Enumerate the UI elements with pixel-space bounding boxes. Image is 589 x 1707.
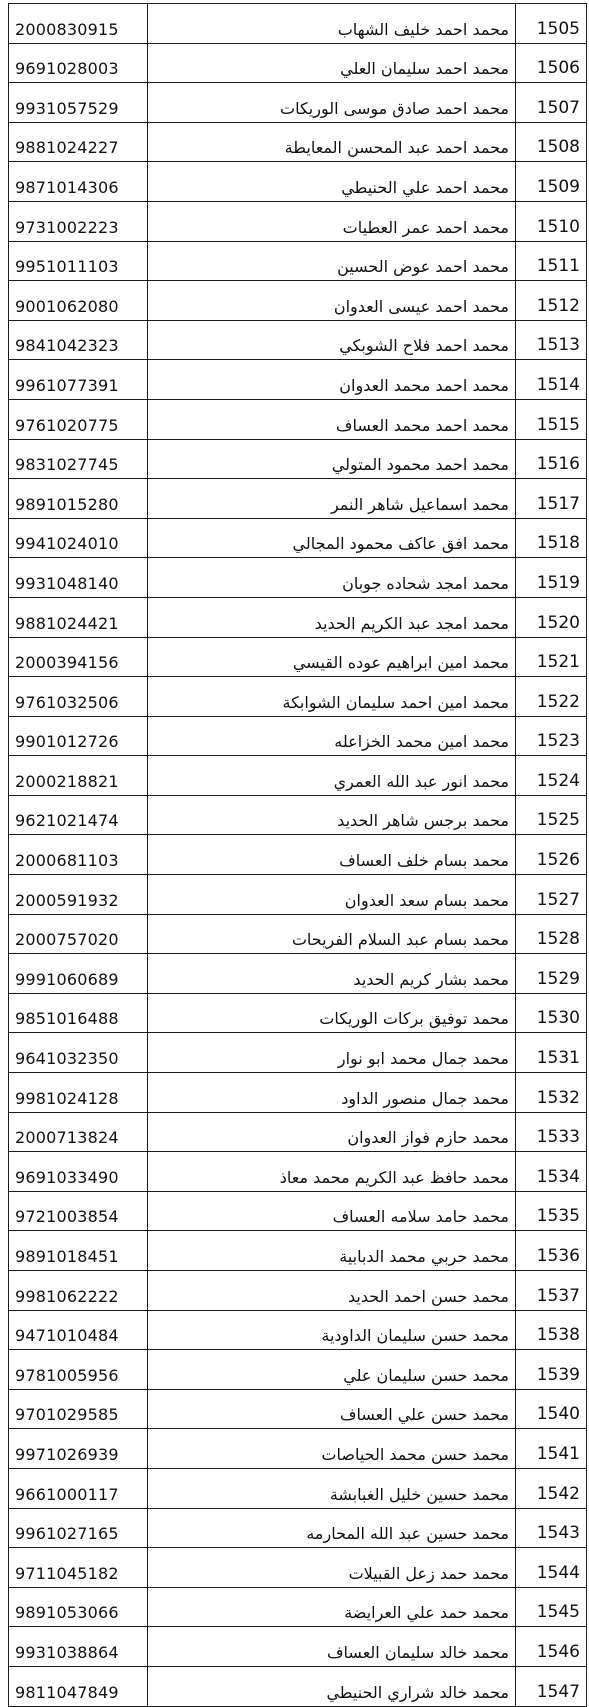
serial-number-cell: 1508	[516, 122, 587, 162]
serial-number-cell: 1545	[516, 1587, 587, 1627]
full-name-cell: محمد امين محمد الخزاعله	[148, 716, 516, 756]
full-name-cell: محمد احمد محمد العدوان	[148, 360, 516, 400]
full-name-cell: محمد حسن محمد الحياصات	[148, 1429, 516, 1469]
records-table	[8, 3, 587, 1707]
serial-number-cell: 1544	[516, 1548, 587, 1588]
serial-number-cell: 1539	[516, 1350, 587, 1390]
full-name-cell: محمد حافظ عبد الكريم محمد معاذ	[148, 1152, 516, 1192]
serial-number-cell: 1505	[516, 4, 587, 44]
serial-number-cell: 1523	[516, 716, 587, 756]
full-name-cell: محمد اسماعيل شاهر النمر	[148, 479, 516, 519]
serial-number-cell: 1531	[516, 1033, 587, 1073]
serial-number-cell: 1525	[516, 795, 587, 835]
full-name-cell: محمد خالد شراري الحنيطي	[148, 1666, 516, 1706]
full-name-cell: محمد احمد خليف الشهاب	[148, 4, 516, 44]
full-name-cell: محمد احمد فلاح الشوبكي	[148, 320, 516, 360]
serial-number-cell: 1529	[516, 954, 587, 994]
serial-number-cell: 1510	[516, 201, 587, 241]
table-row	[9, 1310, 587, 1350]
serial-number-cell: 1532	[516, 1073, 587, 1113]
table-row	[9, 281, 587, 321]
serial-number-cell: 1509	[516, 162, 587, 202]
full-name-cell: محمد احمد عبد المحسن المعايطة	[148, 122, 516, 162]
national-id-cell: 2000681103	[9, 835, 148, 875]
full-name-cell: محمد احمد محمد العساف	[148, 399, 516, 439]
serial-number-cell: 1524	[516, 756, 587, 796]
table-row	[9, 1073, 587, 1113]
full-name-cell: محمد حسن احمد الحديد	[148, 1271, 516, 1311]
table-row	[9, 1666, 587, 1706]
national-id-cell: 9621021474	[9, 795, 148, 835]
national-id-cell: 2000591932	[9, 875, 148, 915]
full-name-cell: محمد بشار كريم الحديد	[148, 954, 516, 994]
serial-number-cell: 1533	[516, 1112, 587, 1152]
table-row	[9, 1033, 587, 1073]
table-row	[9, 83, 587, 123]
national-id-cell: 9991060689	[9, 954, 148, 994]
full-name-cell: محمد افق عاكف محمود المجالي	[148, 518, 516, 558]
table-row	[9, 162, 587, 202]
national-id-cell: 9961027165	[9, 1508, 148, 1548]
full-name-cell: محمد بسام عبد السلام الفريحات	[148, 914, 516, 954]
table-row	[9, 1152, 587, 1192]
serial-number-cell: 1519	[516, 558, 587, 598]
national-id-cell: 9641032350	[9, 1033, 148, 1073]
national-id-cell: 9661000117	[9, 1468, 148, 1508]
national-id-cell: 2000713824	[9, 1112, 148, 1152]
national-id-cell: 9701029585	[9, 1389, 148, 1429]
full-name-cell: محمد امين ابراهيم عوده القيسي	[148, 637, 516, 677]
table-row	[9, 518, 587, 558]
table-row	[9, 201, 587, 241]
serial-number-cell: 1526	[516, 835, 587, 875]
national-id-cell: 9711045182	[9, 1548, 148, 1588]
table-row	[9, 439, 587, 479]
table-row	[9, 597, 587, 637]
serial-number-cell: 1535	[516, 1191, 587, 1231]
table-row	[9, 360, 587, 400]
national-id-cell: 9881024227	[9, 122, 148, 162]
full-name-cell: محمد بسام سعد العدوان	[148, 875, 516, 915]
full-name-cell: محمد امجد عبد الكريم الحديد	[148, 597, 516, 637]
national-id-cell: 9721003854	[9, 1191, 148, 1231]
serial-number-cell: 1512	[516, 281, 587, 321]
national-id-cell: 9871014306	[9, 162, 148, 202]
full-name-cell: محمد حربي محمد الدبابية	[148, 1231, 516, 1271]
national-id-cell: 9891015280	[9, 479, 148, 519]
national-id-cell: 9881024421	[9, 597, 148, 637]
serial-number-cell: 1520	[516, 597, 587, 637]
serial-number-cell: 1506	[516, 43, 587, 83]
full-name-cell: محمد جمال منصور الداود	[148, 1073, 516, 1113]
serial-number-cell: 1530	[516, 993, 587, 1033]
table-row	[9, 4, 587, 44]
table-row	[9, 399, 587, 439]
full-name-cell: محمد احمد محمود المتولي	[148, 439, 516, 479]
full-name-cell: محمد احمد علي الحنيطي	[148, 162, 516, 202]
serial-number-cell: 1534	[516, 1152, 587, 1192]
national-id-cell: 2000218821	[9, 756, 148, 796]
national-id-cell: 9961077391	[9, 360, 148, 400]
serial-number-cell: 1515	[516, 399, 587, 439]
full-name-cell: محمد حسن سليمان علي	[148, 1350, 516, 1390]
national-id-cell: 9931057529	[9, 83, 148, 123]
serial-number-cell: 1541	[516, 1429, 587, 1469]
full-name-cell: محمد احمد صادق موسى الوريكات	[148, 83, 516, 123]
serial-number-cell: 1507	[516, 83, 587, 123]
serial-number-cell: 1537	[516, 1271, 587, 1311]
serial-number-cell: 1521	[516, 637, 587, 677]
table-row	[9, 835, 587, 875]
full-name-cell: محمد احمد عوض الحسين	[148, 241, 516, 281]
national-id-cell: 9731002223	[9, 201, 148, 241]
table-row	[9, 1112, 587, 1152]
national-id-cell: 9851016488	[9, 993, 148, 1033]
national-id-cell: 9931038864	[9, 1627, 148, 1667]
serial-number-cell: 1513	[516, 320, 587, 360]
serial-number-cell: 1546	[516, 1627, 587, 1667]
national-id-cell: 9951011103	[9, 241, 148, 281]
table-row	[9, 1587, 587, 1627]
serial-number-cell: 1511	[516, 241, 587, 281]
national-id-cell: 2000757020	[9, 914, 148, 954]
full-name-cell: محمد خالد سليمان العساف	[148, 1627, 516, 1667]
national-id-cell: 9761032506	[9, 677, 148, 717]
serial-number-cell: 1536	[516, 1231, 587, 1271]
full-name-cell: محمد حسين عبد الله المحارمه	[148, 1508, 516, 1548]
full-name-cell: محمد حسين خليل الغبابشة	[148, 1468, 516, 1508]
table-row	[9, 558, 587, 598]
table-row	[9, 1429, 587, 1469]
full-name-cell: محمد حمد علي العرايضة	[148, 1587, 516, 1627]
national-id-cell: 9831027745	[9, 439, 148, 479]
table-row	[9, 122, 587, 162]
national-id-cell: 9941024010	[9, 518, 148, 558]
serial-number-cell: 1538	[516, 1310, 587, 1350]
serial-number-cell: 1516	[516, 439, 587, 479]
serial-number-cell: 1517	[516, 479, 587, 519]
national-id-cell: 9971026939	[9, 1429, 148, 1469]
full-name-cell: محمد حامد سلامه العساف	[148, 1191, 516, 1231]
table-row	[9, 677, 587, 717]
full-name-cell: محمد جمال محمد ابو نوار	[148, 1033, 516, 1073]
table-row	[9, 1548, 587, 1588]
table-row	[9, 954, 587, 994]
table-row	[9, 320, 587, 360]
serial-number-cell: 1540	[516, 1389, 587, 1429]
national-id-cell: 9981062222	[9, 1271, 148, 1311]
full-name-cell: محمد احمد عيسى العدوان	[148, 281, 516, 321]
table-row	[9, 1191, 587, 1231]
full-name-cell: محمد بسام خلف العساف	[148, 835, 516, 875]
national-id-cell: 9891053066	[9, 1587, 148, 1627]
full-name-cell: محمد حسن سليمان الداودية	[148, 1310, 516, 1350]
table-row	[9, 637, 587, 677]
serial-number-cell: 1547	[516, 1666, 587, 1706]
serial-number-cell: 1543	[516, 1508, 587, 1548]
table-row	[9, 993, 587, 1033]
records-body	[9, 4, 587, 1707]
table-row	[9, 479, 587, 519]
serial-number-cell: 1528	[516, 914, 587, 954]
full-name-cell: محمد احمد سليمان العلي	[148, 43, 516, 83]
serial-number-cell: 1514	[516, 360, 587, 400]
full-name-cell: محمد امين احمد سليمان الشوابكة	[148, 677, 516, 717]
table-row	[9, 1389, 587, 1429]
national-id-cell: 9931048140	[9, 558, 148, 598]
national-id-cell: 9891018451	[9, 1231, 148, 1271]
table-row	[9, 1468, 587, 1508]
table-row	[9, 914, 587, 954]
national-id-cell: 9841042323	[9, 320, 148, 360]
serial-number-cell: 1522	[516, 677, 587, 717]
serial-number-cell: 1518	[516, 518, 587, 558]
full-name-cell: محمد انور عبد الله العمري	[148, 756, 516, 796]
table-row	[9, 1271, 587, 1311]
table-row	[9, 756, 587, 796]
national-id-cell: 9901012726	[9, 716, 148, 756]
full-name-cell: محمد حمد زعل القبيلات	[148, 1548, 516, 1588]
table-row	[9, 716, 587, 756]
national-id-cell: 9001062080	[9, 281, 148, 321]
national-id-cell: 9811047849	[9, 1666, 148, 1706]
national-id-cell: 9691033490	[9, 1152, 148, 1192]
national-id-cell: 9781005956	[9, 1350, 148, 1390]
national-id-cell: 9761020775	[9, 399, 148, 439]
full-name-cell: محمد توفيق بركات الوريكات	[148, 993, 516, 1033]
national-id-cell: 9471010484	[9, 1310, 148, 1350]
full-name-cell: محمد حازم فواز العدوان	[148, 1112, 516, 1152]
national-id-cell: 9691028003	[9, 43, 148, 83]
full-name-cell: محمد امجد شحاده جوبان	[148, 558, 516, 598]
national-id-cell: 2000394156	[9, 637, 148, 677]
serial-number-cell: 1542	[516, 1468, 587, 1508]
table-row	[9, 875, 587, 915]
table-row	[9, 1627, 587, 1667]
table-row	[9, 43, 587, 83]
national-id-cell: 9981024128	[9, 1073, 148, 1113]
table-row	[9, 1231, 587, 1271]
table-row	[9, 241, 587, 281]
table-row	[9, 1350, 587, 1390]
full-name-cell: محمد برجس شاهر الحديد	[148, 795, 516, 835]
full-name-cell: محمد احمد عمر العطيات	[148, 201, 516, 241]
serial-number-cell: 1527	[516, 875, 587, 915]
full-name-cell: محمد حسن علي العساف	[148, 1389, 516, 1429]
table-row	[9, 1508, 587, 1548]
national-id-cell: 2000830915	[9, 4, 148, 44]
table-row	[9, 795, 587, 835]
